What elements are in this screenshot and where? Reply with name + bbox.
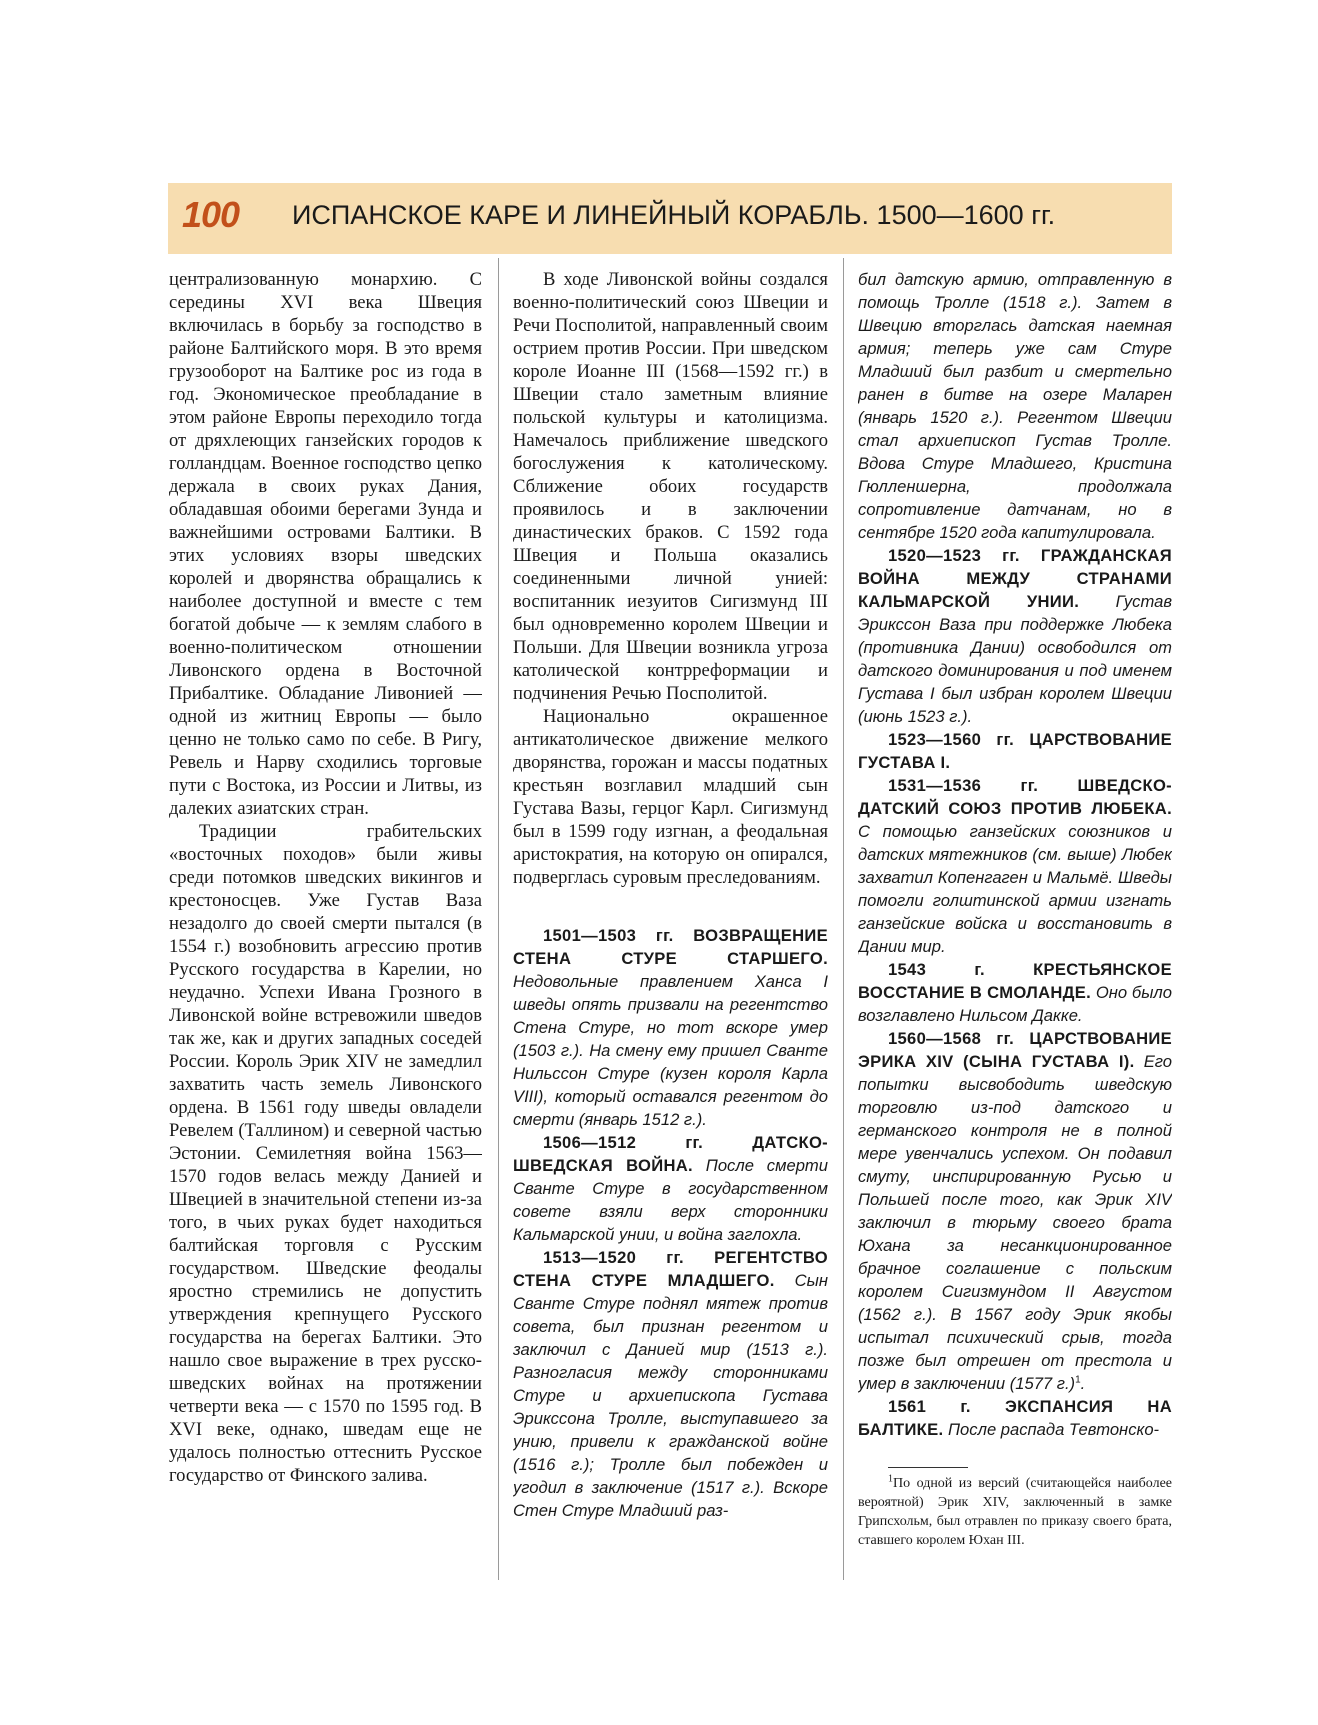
chronology-entry — [858, 1395, 1172, 1441]
entry-body: бил датскую армию, отправленную в помощь Тролле (1518 г.). Затем в Швецию вторглась датская наемная армия; теперь уже сам Стуре Младший был разбит и смертельно ранен в битве на озере Маларен (январь 1520 г.). Регентом Швеции стал архиепископ Густав Тролле. Вдова Стуре Младшего, Кристина Гюлленшерна, продолжала сопротивление датчанам, но в сентябре 1520 года капитулировала. — [858, 270, 1172, 542]
entry-heading: 1560—1568 гг. ЦАРСТВОВАНИЕ ЭРИКА XIV (СЫНА ГУСТАВА I). — [858, 1029, 1172, 1071]
text-column-2 — [513, 268, 828, 1578]
chronology-entry — [858, 268, 1172, 544]
entry-body: Его попытки высвободить шведскую торговлю из-под датского и германского контроля не в полной мере увенчались успехом. Он подавил смуту, инспирированную Русью и Польшей после того, как Эрик XIV заключил в тюрьму своего брата Юхана за несанкционированное брачное соглашение с польским королем Сигизмундом II Августом (1562 г.). В 1567 году Эрик якобы испытал психический срыв, тогда позже был отрешен от престола и умер в заключении (1577 г.) — [858, 1052, 1172, 1393]
footnote-mark: 1 — [888, 1473, 893, 1485]
entry-heading: 1561 г. ЭКСПАНСИЯ НА БАЛТИКЕ. — [858, 1397, 1172, 1439]
chronology-entry — [858, 544, 1172, 728]
chronology-entry — [858, 958, 1172, 1027]
text-column-1 — [169, 268, 482, 1578]
footnote — [858, 1474, 1172, 1550]
paragraph: В ходе Ливонской войны создался военно-политический союз Швеции и Речи Посполитой, направленный своим острием против России. При шведском короле Иоанне III (1568—1592 гг.) в Швеции стало заметным влияние польской культуры и католицизма. Намечалось приближение шведского богослужения к католическому. Сближение обоих государств проявилось и в заключении династических браков. С 1592 года Швеция и Польша оказались соединенными личной унией: воспитанник иезуитов Сигизмунд III был одновременно королем Швеции и Польши. Для Швеции возникла угроза католической контрреформации и подчинения Речью Посполитой. — [513, 269, 828, 704]
chronology-entry — [858, 1027, 1172, 1395]
paragraph: Традиции грабительских «восточных походов» были живы среди потомков шведских викингов и крестоносцев. Уже Густав Ваза незадолго до своей смерти пытался (в 1554 г.) возобновить агрессию против Русского государства в Карелии, но неудачно. Успехи Ивана Грозного в Ливонской войне встревожили шведов так же, как и других западных соседей России. Король Эрик XIV не замедлил захватить часть земель Ливонского ордена. В 1561 году шведы овладели Ревелем (Таллином) и северной частью Эстонии. Семилетняя война 1563—1570 годов велась между Данией и Швецией в значительной степени из-за того, в чьих руках будет находиться балтийская торговля с Русским государством. Шведские феодалы яростно стремились не допустить утверждения крепнущего Русского государства на берегах Балтики. Это нашло свое выражение в трех русско-шведских войнах на протяжении четверти века — с 1570 по 1595 год. В XVI веке, однако, шведам еще не удалось полностью оттеснить Русское государство от Финского залива. — [169, 821, 482, 1486]
spacer — [513, 889, 828, 924]
entry-heading: 1523—1560 гг. ЦАРСТВОВАНИЕ ГУСТАВА I. — [858, 730, 1172, 772]
chronology-entry — [513, 1246, 828, 1522]
entry-body: После распада Тевтонско- — [948, 1420, 1160, 1439]
entry-body: Недовольные правлением Ханса I шведы опять призвали на регентство Стена Стуре, но тот вскоре умер (1503 г.). На смену ему пришел Сванте Нильссон Стуре (кузен короля Карла VIII), который оставался регентом до смерти (январь 1512 г.). — [513, 972, 828, 1129]
footnote-ref[interactable]: 1 — [1075, 1374, 1081, 1386]
text-column-3 — [858, 268, 1172, 1578]
footnote-text: По одной из версий (считающейся наиболее вероятной) Эрик XIV, заключенный в замке Грипсхольм, был отравлен по приказу своего брата, ставшего королем Юхан III. — [858, 1476, 1172, 1548]
chronology-entry — [858, 774, 1172, 958]
paragraph: Национально окрашенное антикатолическое движение мелкого дворянства, горожан и массы податных крестьян возглавил младший сын Густава Вазы, герцог Карл. Сигизмунд был в 1599 году изгнан, а феодальная аристократия, на которую он опирался, подверглась суровым преследованиям. — [513, 706, 828, 888]
chronology-entry — [858, 728, 1172, 774]
entry-heading: 1501—1503 гг. ВОЗВРАЩЕНИЕ СТЕНА СТУРЕ СТАРШЕГО. — [513, 926, 828, 968]
chapter-title: ИСПАНСКОЕ КАРЕ И ЛИНЕЙНЫЙ КОРАБЛЬ. 1500—1600 гг. — [292, 200, 1056, 230]
paragraph: централизованную монархию. С середины XVI века Швеция включилась в борьбу за господство в районе Балтийского моря. В это время грузооборот на Балтике рос из года в год. Экономическое преобладание в этом районе Европы переходило тогда от дряхлеющих ганзейских городов к голландцам. Военное господство цепко держала в своих руках Дания, обладавшая обоими берегами Зунда и важнейшими островами Балтики. В этих условиях взоры шведских королей и дворянства обращались к наиболее доступной и вместе с тем богатой добыче — к землям слабого в военно-политическом отношении Ливонского ордена в Восточной Прибалтике. Обладание Ливонией — одной из житниц Европы — было ценно не только само по себе. В Ригу, Ревель и Нарву сходились торговые пути с Востока, из России и Литвы, из далеких азиатских стран. — [169, 269, 482, 819]
entry-body: С помощью ганзейских союзников и датских мятежников (см. выше) Любек захватил Копенгаген и Мальмё. Шведы помогли голштинской армии изгнать ганзейские войска и восстановить в Дании мир. — [858, 822, 1172, 956]
chronology-entry — [513, 1131, 828, 1246]
entry-heading: 1513—1520 гг. РЕГЕНТСТВО СТЕНА СТУРЕ МЛАДШЕГО. — [513, 1248, 828, 1290]
entry-body: Густав Эрикссон Ваза при поддержке Любека (противника Дании) освободился от датского доминирования и под именем Густава I был избран королем Швеции (июнь 1523 г.). — [858, 592, 1172, 726]
entry-body: Сын Сванте Стуре поднял мятеж против совета, был признан регентом и заключил с Данией мир (1513 г.). Разногласия между сторонниками Стуре и архиепископа Густава Эрикссона Тролле, выступавшего за унию, привели к гражданской войне (1516 г.); Тролле был побежден и угодил в заключение (1517 г.). Вскоре Стен Стуре Младший раз- — [513, 1271, 828, 1520]
page-number: 100 — [182, 194, 240, 235]
column-divider — [498, 258, 499, 1580]
entry-heading: 1506—1512 гг. ДАТСКО-ШВЕДСКАЯ ВОЙНА. — [513, 1133, 828, 1175]
column-divider — [843, 258, 844, 1580]
chronology-entry — [513, 924, 828, 1131]
entry-body: После смерти Сванте Стуре в государственном совете взяли верх сторонники Кальмарской унии, и война заглохла. — [513, 1156, 828, 1244]
entry-heading: 1520—1523 гг. ГРАЖДАНСКАЯ ВОЙНА МЕЖДУ СТРАНАМИ КАЛЬМАРСКОЙ УНИИ. — [858, 546, 1172, 611]
entry-body-tail: . — [1080, 1374, 1086, 1393]
entry-heading: 1531—1536 гг. ШВЕДСКО-ДАТСКИЙ СОЮЗ ПРОТИВ ЛЮБЕКА. — [858, 776, 1172, 818]
footnote-divider — [888, 1467, 968, 1468]
chapter-header — [168, 183, 1172, 254]
entry-body: Оно было возглавлено Нильсом Дакке. — [858, 983, 1172, 1025]
entry-heading: 1543 г. КРЕСТЬЯНСКОЕ ВОССТАНИЕ В СМОЛАНДЕ. — [858, 960, 1172, 1002]
